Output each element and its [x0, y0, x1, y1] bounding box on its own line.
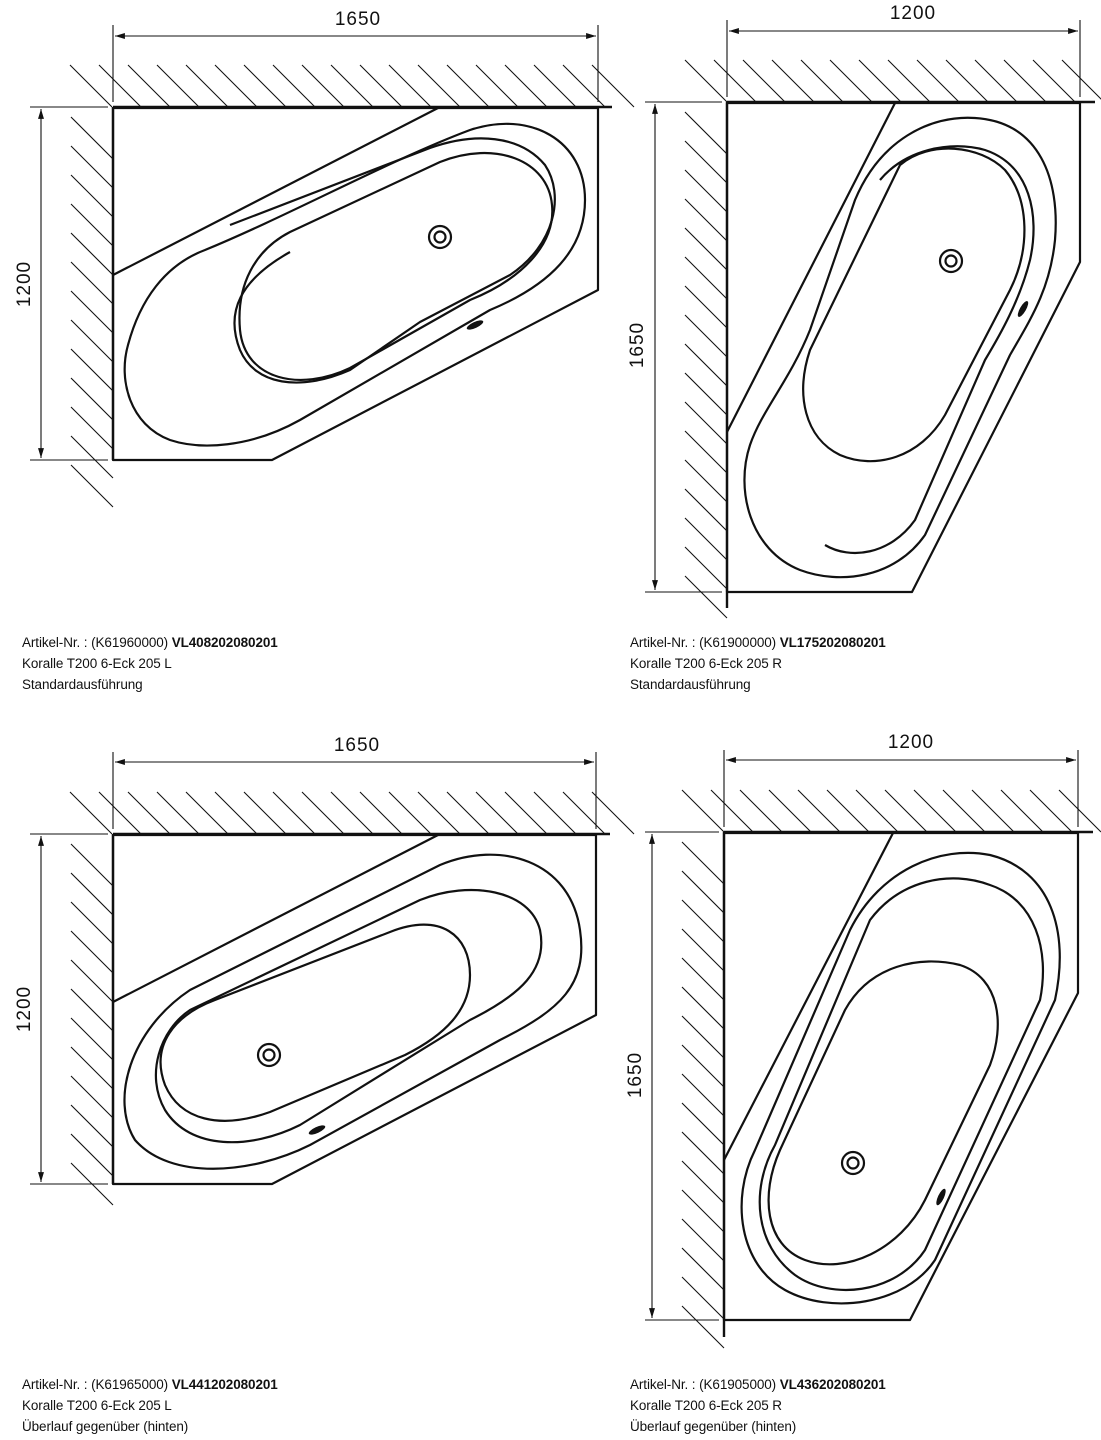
drain-icon [940, 250, 962, 272]
dimension-label-width: 1650 [333, 735, 381, 756]
variant: Überlauf gegenüber (hinten) [630, 1419, 797, 1434]
tub-outline [727, 103, 1080, 592]
model-name: Koralle T200 6-Eck 205 R [630, 656, 782, 671]
article-prefix: Artikel-Nr. : (K61900000) [630, 635, 780, 650]
article-prefix: Artikel-Nr. : (K61965000) [22, 1377, 172, 1392]
dimension-label-width: 1200 [889, 3, 937, 24]
drain-inner-icon [435, 232, 446, 243]
drawing-2 [627, 3, 1101, 618]
tub-rim-edge [113, 108, 438, 275]
dimension-label-width: 1650 [334, 9, 382, 30]
caption-1 [22, 632, 278, 695]
hatch-stroke [1062, 60, 1101, 102]
dimension-label-depth: 1200 [14, 985, 35, 1033]
drain-inner-icon [848, 1158, 859, 1169]
tub-outline [724, 833, 1078, 1320]
tub-rim-edge [724, 833, 893, 1160]
basin-outer [125, 124, 585, 446]
overflow-icon [466, 318, 485, 331]
tub-outline [113, 108, 598, 460]
article-code: VL441202080201 [171, 1377, 278, 1392]
article-prefix: Artikel-Nr. : (K61960000) [22, 635, 172, 650]
wall-hatching [70, 65, 634, 507]
model-name: Koralle T200 6-Eck 205 L [22, 1398, 172, 1413]
drain-icon [258, 1044, 280, 1066]
basin-floor [803, 149, 1024, 462]
article-code: VL408202080201 [171, 635, 278, 650]
article-prefix: Artikel-Nr. : (K61905000) [630, 1377, 780, 1392]
article-code: VL175202080201 [779, 635, 886, 650]
drain-inner-icon [946, 256, 957, 267]
overflow-icon [1016, 300, 1030, 319]
drawing-3 [14, 735, 634, 1205]
basin-inner [760, 878, 1043, 1290]
dimension-label-width: 1200 [887, 732, 935, 753]
caption-2 [630, 632, 886, 695]
dimension-label-depth: 1650 [625, 1051, 646, 1099]
basin-inner [230, 138, 555, 382]
drawing-1 [14, 9, 634, 507]
drawing-4 [625, 732, 1101, 1348]
variant: Standardausführung [22, 677, 143, 692]
overflow-icon [308, 1123, 327, 1136]
dimension-label-depth: 1650 [627, 321, 648, 369]
drain-inner-icon [264, 1050, 275, 1061]
basin-inner [156, 890, 541, 1142]
tub-rim-edge [727, 103, 895, 432]
dimension-label-depth: 1200 [14, 260, 35, 308]
article-code: VL436202080201 [779, 1377, 886, 1392]
variant: Standardausführung [630, 677, 751, 692]
caption-4 [630, 1374, 886, 1437]
variant: Überlauf gegenüber (hinten) [22, 1419, 189, 1434]
drain-icon [429, 226, 451, 248]
drain-icon [842, 1152, 864, 1174]
model-name: Koralle T200 6-Eck 205 R [630, 1398, 782, 1413]
model-name: Koralle T200 6-Eck 205 L [22, 656, 172, 671]
caption-3 [22, 1374, 278, 1437]
basin-outer [744, 118, 1055, 577]
wall-hatching [685, 60, 1101, 618]
basin-outer [742, 853, 1060, 1304]
basin-inner [825, 146, 1034, 553]
